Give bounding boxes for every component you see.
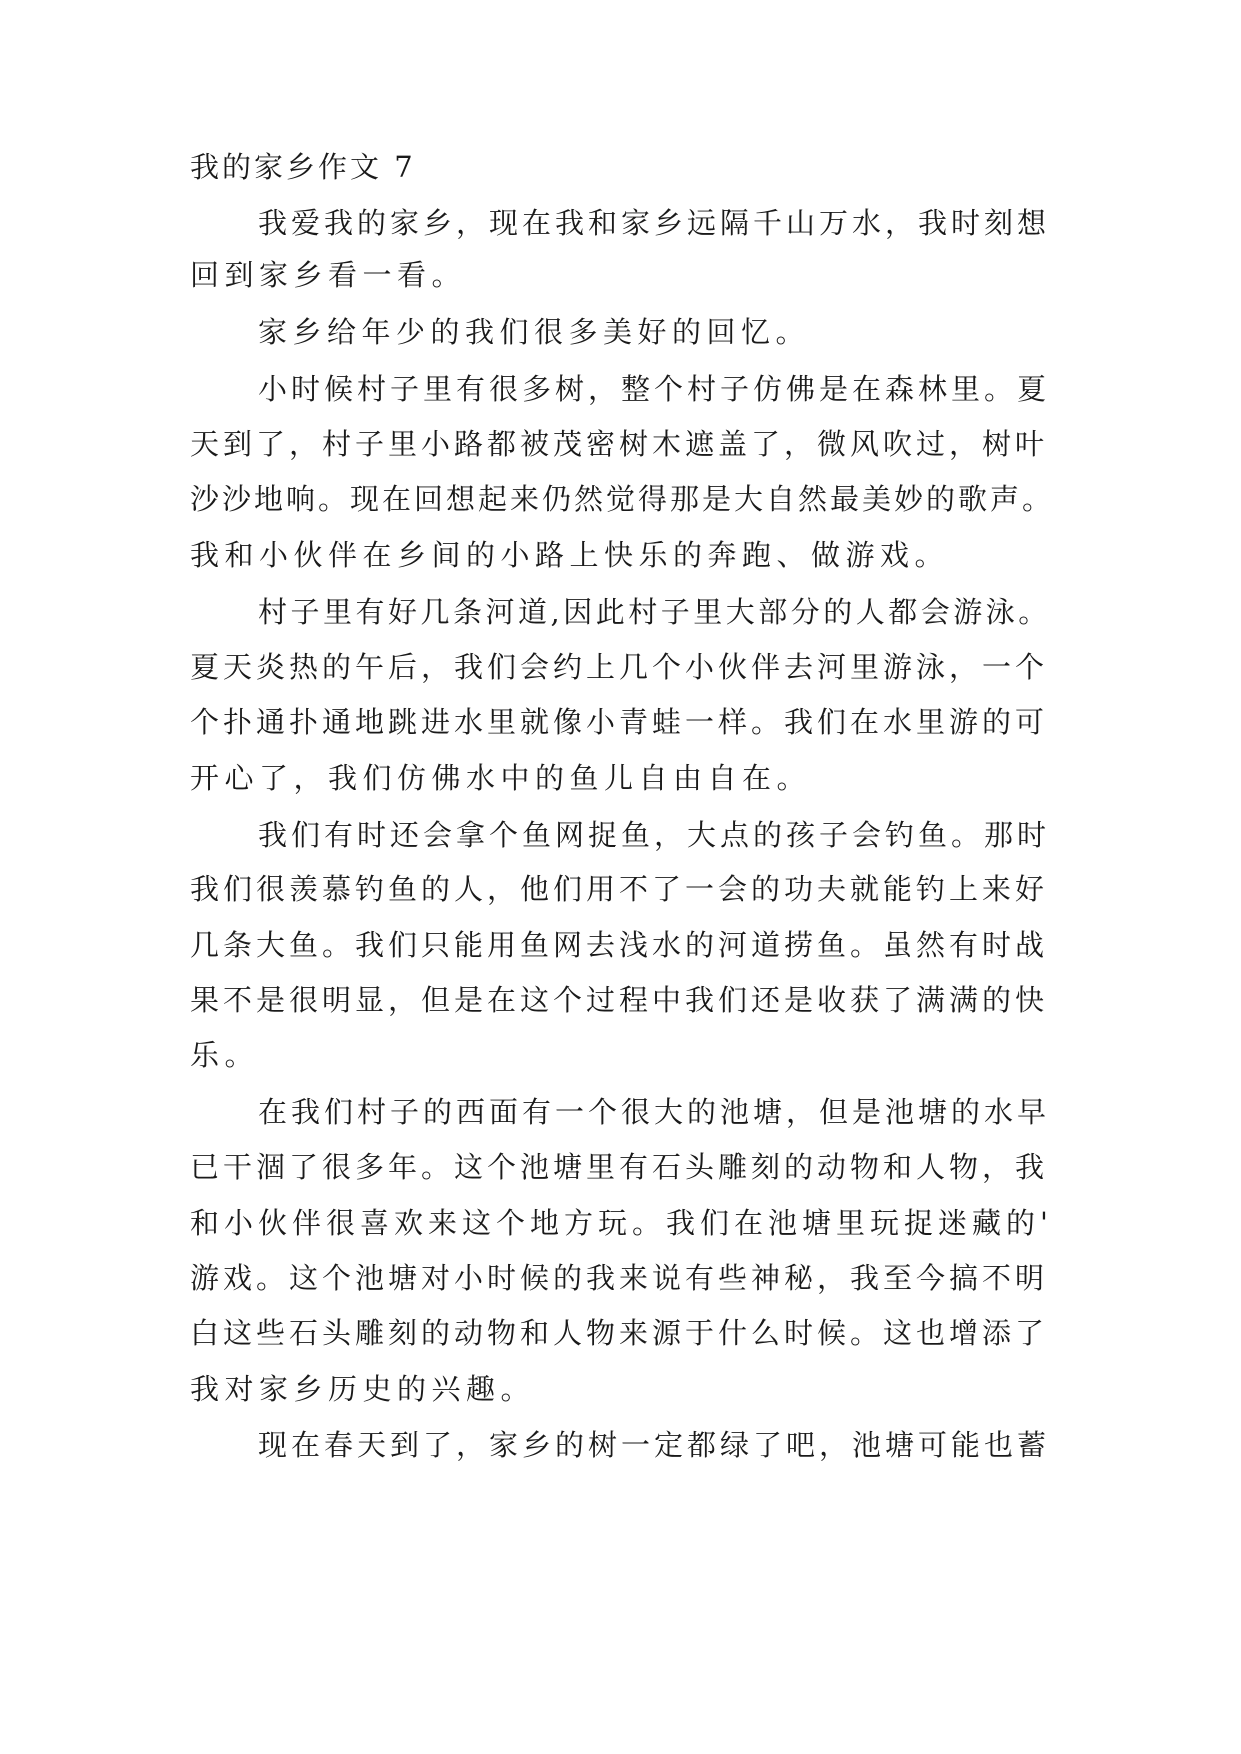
text-line: 沙沙地响。现在回想起来仍然觉得那是大自然最美妙的歌声。 bbox=[190, 482, 1055, 516]
text-line: 夏天炎热的午后，我们会约上几个小伙伴去河里游泳，一个 bbox=[190, 650, 1049, 684]
text-line: 我爱我的家乡，现在我和家乡远隔千山万水，我时刻想 bbox=[258, 206, 1051, 240]
text-line: 我和小伙伴在乡间的小路上快乐的奔跑、做游戏。 bbox=[190, 538, 950, 572]
text-line: 现在春天到了，家乡的树一定都绿了吧，池塘可能也蓄 bbox=[258, 1428, 1051, 1462]
text-line: 在我们村子的西面有一个很大的池塘，但是池塘的水早 bbox=[258, 1095, 1051, 1129]
text-line: 白这些石头雕刻的动物和人物来源于什么时候。这也增添了 bbox=[190, 1316, 1049, 1350]
text-line: 个扑通扑通地跳进水里就像小青蛙一样。我们在水里游的可 bbox=[190, 705, 1049, 739]
text-line: 开心了，我们仿佛水中的鱼儿自由自在。 bbox=[190, 761, 812, 795]
text-line: 已干涸了很多年。这个池塘里有石头雕刻的动物和人物，我 bbox=[190, 1150, 1049, 1184]
text-line: 村子里有好几条河道,因此村子里大部分的人都会游泳。 bbox=[258, 595, 1051, 629]
text-line: 我对家乡历史的兴趣。 bbox=[190, 1372, 536, 1406]
text-line: 乐。 bbox=[190, 1038, 260, 1072]
text-line: 果不是很明显，但是在这个过程中我们还是收获了满满的快 bbox=[190, 983, 1049, 1017]
text-line: 游戏。这个池塘对小时候的我来说有些神秘，我至今搞不明 bbox=[190, 1261, 1049, 1295]
text-line: 家乡给年少的我们很多美好的回忆。 bbox=[258, 315, 811, 349]
text-line: 我们有时还会拿个鱼网捉鱼，大点的孩子会钓鱼。那时 bbox=[258, 818, 1051, 852]
text-line: 小时候村子里有很多树，整个村子仿佛是在森林里。夏 bbox=[258, 372, 1051, 406]
text-line: 几条大鱼。我们只能用鱼网去浅水的河道捞鱼。虽然有时战 bbox=[190, 928, 1049, 962]
text-line: 我们很羡慕钓鱼的人，他们用不了一会的功夫就能钓上来好 bbox=[190, 872, 1049, 906]
text-line: 天到了，村子里小路都被茂密树木遮盖了，微风吹过，树叶 bbox=[190, 427, 1049, 461]
text-line: 和小伙伴很喜欢来这个地方玩。我们在池塘里玩捉迷藏的' bbox=[190, 1206, 1053, 1240]
document-title: 我的家乡作文 7 bbox=[190, 150, 416, 184]
text-line: 回到家乡看一看。 bbox=[190, 258, 467, 292]
